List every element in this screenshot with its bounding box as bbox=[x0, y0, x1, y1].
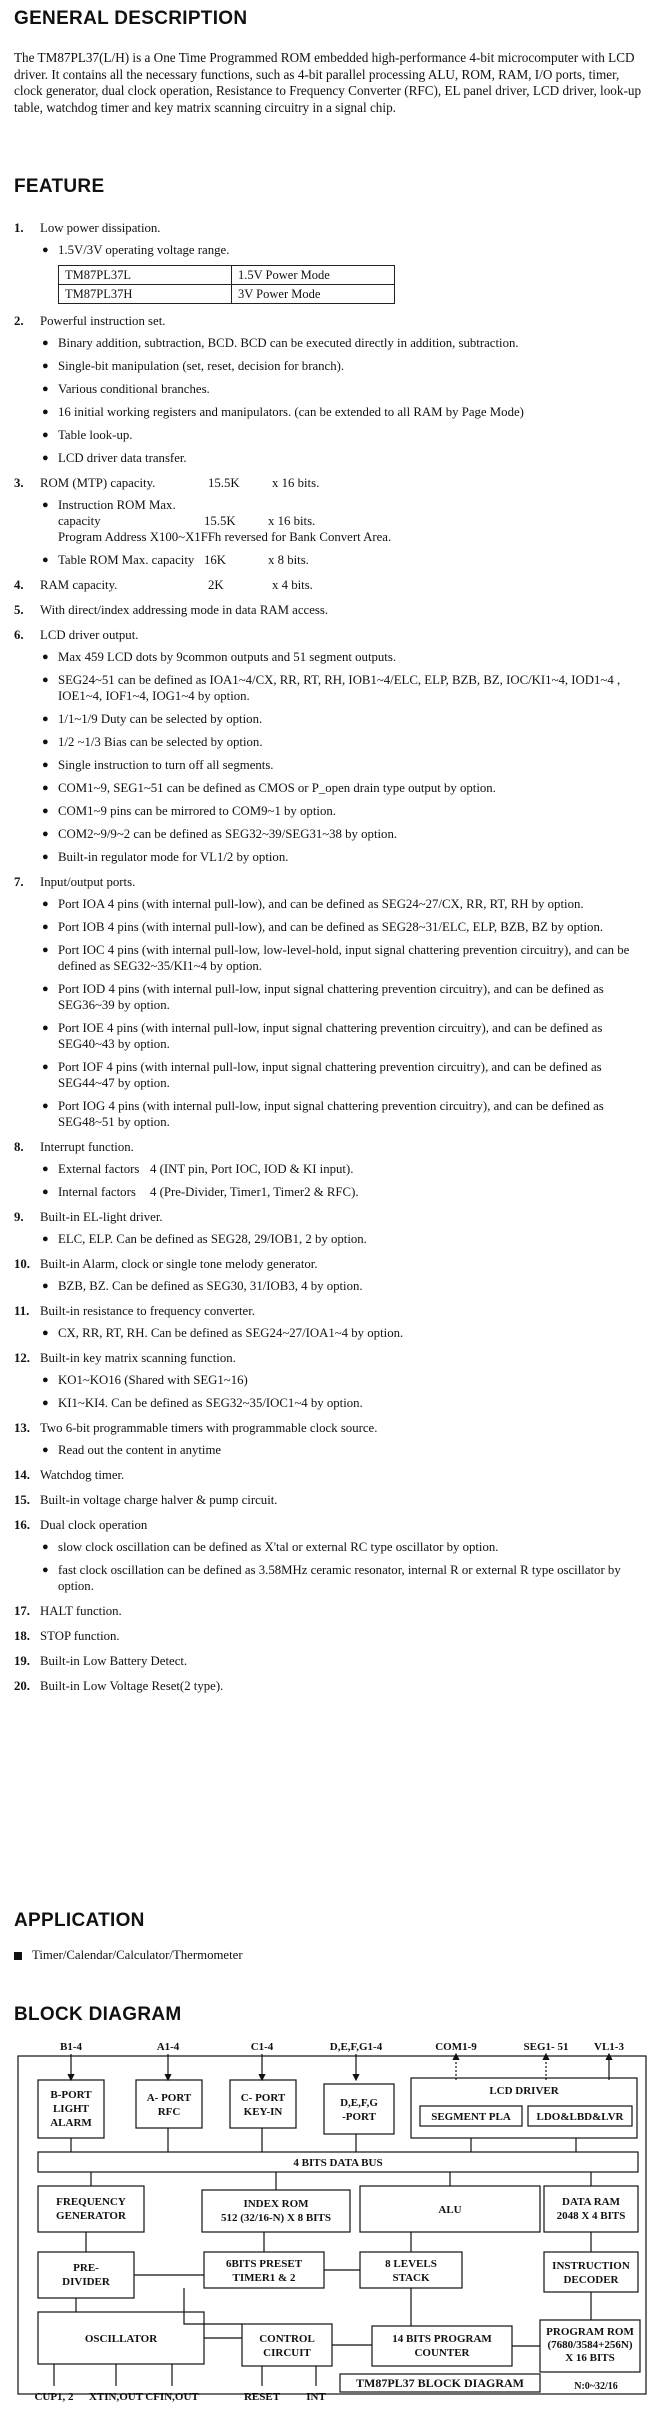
program-counter-block bbox=[372, 2326, 512, 2366]
feature-title: Built-in EL-light driver. bbox=[40, 1210, 163, 1224]
table-cell: 1.5V Power Mode bbox=[232, 266, 395, 285]
feature-number: 15. bbox=[14, 1493, 30, 1507]
program-rom-label: PROGRAM ROM bbox=[546, 2326, 634, 2338]
pin-label-c: C1-4 bbox=[250, 2041, 274, 2053]
bullet-item: ● KO1~KO16 (Shared with SEG1~16) bbox=[40, 1372, 644, 1388]
bullet-item: ● Read out the content in anytime bbox=[40, 1442, 644, 1458]
c-port-label: C- PORT bbox=[240, 2092, 286, 2104]
stack-label-2: STACK bbox=[392, 2272, 430, 2284]
program-rom-label-2: (7680/3584+256N) bbox=[547, 2339, 633, 2351]
instruction-decoder-label: INSTRUCTION bbox=[552, 2260, 630, 2272]
feature-capacity-row bbox=[40, 475, 644, 491]
table-cell: 3V Power Mode bbox=[232, 285, 395, 304]
feature-title: Input/output ports. bbox=[40, 875, 136, 889]
index-rom-label-2: 512 (32/16-N) X 8 BITS bbox=[220, 2212, 332, 2224]
bullet-item: ● Single-bit manipulation (set, reset, decision for branch). bbox=[40, 358, 644, 374]
a-port-block bbox=[136, 2080, 202, 2128]
block-diagram-heading: BLOCK DIAGRAM bbox=[14, 2004, 182, 2025]
bullet-item: ● ELC, ELP. Can be defined as SEG28, 29/IOB1, 2 by option. bbox=[40, 1231, 644, 1247]
bullet-item: ● Max 459 LCD dots by 9common outputs and 51 segment outputs. bbox=[40, 649, 644, 665]
feature-item bbox=[14, 1256, 644, 1294]
frequency-generator-block bbox=[38, 2186, 144, 2232]
feature-title: Watchdog timer. bbox=[40, 1468, 125, 1482]
pin-label-com: COM1-9 bbox=[435, 2041, 477, 2053]
bullet-item: ● Port IOA 4 pins (with internal pull-low), and can be defined as SEG24~27/CX, RR, RT, RH by option. bbox=[40, 896, 644, 912]
feature-title: Interrupt function. bbox=[40, 1140, 134, 1154]
bullet-item bbox=[40, 1161, 644, 1177]
feature-number: 9. bbox=[14, 1210, 24, 1224]
bullet-item: ● Various conditional branches. bbox=[40, 381, 644, 397]
bullet-item: ● Port IOB 4 pins (with internal pull-low), and can be defined as SEG28~31/ELC, ELP, BZB, BZ by option. bbox=[40, 919, 644, 935]
interrupt-sources: 4 (Pre-Divider, Timer1, Timer2 & RFC). bbox=[150, 1185, 359, 1199]
feature-title: HALT function. bbox=[40, 1604, 122, 1618]
capacity-cell: Table ROM Max. capacity bbox=[58, 553, 195, 567]
bullet-item: ● KI1~KI4. Can be defined as SEG32~35/IOC1~4 by option. bbox=[40, 1395, 644, 1411]
feature-item bbox=[14, 1628, 644, 1644]
pin-label-vl: VL1-3 bbox=[594, 2041, 624, 2053]
bullet-item: ● BZB, BZ. Can be defined as SEG30, 31/IOB3, 4 by option. bbox=[40, 1278, 644, 1294]
pin-label-defg: D,E,F,G1-4 bbox=[329, 2041, 383, 2053]
capacity-cell: x 8 bits. bbox=[268, 553, 309, 567]
feature-item bbox=[14, 1303, 644, 1341]
b-port-label: B-PORT bbox=[50, 2089, 92, 2101]
feature-item bbox=[14, 627, 644, 865]
diagram-title: TM87PL37 BLOCK DIAGRAM bbox=[356, 2376, 524, 2390]
feature-capacity-cell: ROM (MTP) capacity. bbox=[40, 476, 156, 490]
bullet-item: ● Port IOE 4 pins (with internal pull-low, input signal chattering prevention circuitry), and can be defined as SEG40~43 by option. bbox=[40, 1020, 644, 1052]
feature-title: Two 6-bit programmable timers with programmable clock source. bbox=[40, 1421, 378, 1435]
bullet-item: ● Port IOF 4 pins (with internal pull-low, input signal chattering prevention circuitry), and can be defined as SEG44~47 by option. bbox=[40, 1059, 644, 1091]
application-text: Timer/Calendar/Calculator/Thermometer bbox=[32, 1948, 243, 1962]
data-ram-label: DATA RAM bbox=[562, 2196, 620, 2208]
feature-capacity-cell: 15.5K bbox=[208, 476, 240, 490]
pin-label-seg: SEG1- 51 bbox=[523, 2041, 569, 2053]
capacity-cell: Instruction ROM Max. capacity bbox=[58, 498, 176, 528]
lcd-driver-label: LCD DRIVER bbox=[489, 2085, 559, 2097]
pin-label-b: B1-4 bbox=[60, 2041, 82, 2053]
feature-number: 5. bbox=[14, 603, 24, 617]
instruction-decoder-block bbox=[544, 2252, 638, 2292]
feature-item bbox=[14, 1653, 644, 1669]
feature-item bbox=[14, 577, 644, 593]
bullet-list bbox=[40, 1231, 644, 1247]
bullet-item: ● Built-in regulator mode for VL1/2 by option. bbox=[40, 849, 644, 865]
feature-item bbox=[14, 1678, 644, 1694]
program-rom-label-3: X 16 BITS bbox=[565, 2352, 615, 2364]
pin-label-xtin: XTIN,OUT bbox=[88, 2391, 144, 2403]
feature-title: Built-in Low Battery Detect. bbox=[40, 1654, 188, 1668]
frequency-generator-label-2: GENERATOR bbox=[56, 2210, 126, 2222]
block-diagram bbox=[16, 2040, 648, 2404]
capacity-note: Program Address X100~X1FFh reversed for Bank Convert Area. bbox=[58, 530, 392, 544]
feature-item bbox=[14, 1139, 644, 1200]
feature-title: With direct/index addressing mode in data RAM access. bbox=[40, 603, 329, 617]
index-rom-block bbox=[202, 2190, 350, 2232]
bullet-item: ● 1/1~1/9 Duty can be selected by option. bbox=[40, 711, 644, 727]
bullet-item: ● Port IOC 4 pins (with internal pull-low, low-level-hold, input signal chattering prevention circuitry), and can be defined as SEG32~35/KI1~4 by option. bbox=[40, 942, 644, 974]
feature-number: 11. bbox=[14, 1304, 30, 1318]
control-circuit-label: CONTROL bbox=[259, 2333, 315, 2345]
segment-pla-label: SEGMENT PLA bbox=[431, 2111, 511, 2123]
feature-number: 4. bbox=[14, 578, 24, 592]
feature-item bbox=[14, 1603, 644, 1619]
bullet-list bbox=[40, 1372, 644, 1411]
application-heading: APPLICATION bbox=[14, 1910, 145, 1931]
feature-number: 19. bbox=[14, 1654, 30, 1668]
feature-number: 1. bbox=[14, 221, 24, 235]
table-cell: TM87PL37H bbox=[59, 285, 232, 304]
table-row bbox=[59, 266, 395, 285]
feature-title: Dual clock operation bbox=[40, 1518, 148, 1532]
timer-label: 6BITS PRESET bbox=[225, 2258, 303, 2270]
bullet-item: ● Single instruction to turn off all segments. bbox=[40, 757, 644, 773]
pre-divider-block bbox=[38, 2252, 134, 2298]
bullet-item bbox=[40, 1184, 644, 1200]
pre-divider-label: PRE- bbox=[73, 2262, 99, 2274]
feature-item bbox=[14, 1467, 644, 1483]
pin-label-cup: CUP1, 2 bbox=[34, 2391, 74, 2403]
alu-label: ALU bbox=[438, 2204, 462, 2216]
c-port-label-2: KEY-IN bbox=[243, 2106, 283, 2118]
dport-label: D,E,F,G bbox=[340, 2097, 378, 2109]
program-counter-label-2: COUNTER bbox=[414, 2347, 470, 2359]
index-rom-label: INDEX ROM bbox=[243, 2198, 309, 2210]
bullet-list bbox=[40, 1325, 644, 1341]
feature-number: 17. bbox=[14, 1604, 30, 1618]
bullet-list bbox=[40, 649, 644, 865]
feature-number: 10. bbox=[14, 1257, 30, 1271]
bullet-item: ● Table look-up. bbox=[40, 427, 644, 443]
general-description-heading: GENERAL DESCRIPTION bbox=[14, 8, 248, 29]
power-mode-table bbox=[58, 265, 395, 304]
feature-capacity-cell: x 4 bits. bbox=[272, 578, 313, 592]
feature-capacity-cell: 2K bbox=[208, 578, 224, 592]
application-item bbox=[14, 1948, 243, 1963]
feature-title: STOP function. bbox=[40, 1629, 120, 1643]
feature-title: Built-in key matrix scanning function. bbox=[40, 1351, 236, 1365]
b-port-label-3: ALARM bbox=[50, 2117, 92, 2129]
feature-item bbox=[14, 475, 644, 568]
dport-block bbox=[324, 2084, 394, 2134]
block-diagram-svg bbox=[16, 2040, 648, 2404]
timer-label-2: TIMER1 & 2 bbox=[232, 2272, 296, 2284]
bullet-item bbox=[40, 497, 644, 545]
feature-title: Built-in resistance to frequency converter. bbox=[40, 1304, 255, 1318]
diagram-note: N:0~32/16 bbox=[574, 2381, 618, 2392]
pin-label-reset: RESET bbox=[243, 2391, 281, 2403]
feature-capacity-cell: RAM capacity. bbox=[40, 578, 118, 592]
feature-number: 2. bbox=[14, 314, 24, 328]
feature-item bbox=[14, 1350, 644, 1411]
feature-title: Low power dissipation. bbox=[40, 221, 161, 235]
bullet-list bbox=[40, 1278, 644, 1294]
bullet-item: ● 1/2 ~1/3 Bias can be selected by option. bbox=[40, 734, 644, 750]
bullet-item: ● Port IOD 4 pins (with internal pull-low, input signal chattering prevention circuitry), and can be defined as SEG36~39 by option. bbox=[40, 981, 644, 1013]
capacity-cell: 15.5K bbox=[204, 514, 236, 528]
bullet-item: ● CX, RR, RT, RH. Can be defined as SEG24~27/IOA1~4 by option. bbox=[40, 1325, 644, 1341]
bullet-list bbox=[40, 1161, 644, 1200]
dport-label-2: -PORT bbox=[342, 2111, 376, 2123]
capacity-cell: x 16 bits. bbox=[268, 514, 316, 528]
feature-item bbox=[14, 1517, 644, 1594]
data-ram-block bbox=[544, 2186, 638, 2232]
bullet-list bbox=[40, 335, 644, 466]
bullet-list bbox=[40, 1539, 644, 1594]
bullet-item: ● COM1~9 pins can be mirrored to COM9~1 by option. bbox=[40, 803, 644, 819]
bullet-list bbox=[40, 896, 644, 1130]
feature-capacity-cell: x 16 bits. bbox=[272, 476, 320, 490]
feature-heading: FEATURE bbox=[14, 176, 105, 197]
feature-number: 13. bbox=[14, 1421, 30, 1435]
control-circuit-label-2: CIRCUIT bbox=[263, 2347, 311, 2359]
bullet-item: ● COM2~9/9~2 can be defined as SEG32~39/SEG31~38 by option. bbox=[40, 826, 644, 842]
feature-number: 3. bbox=[14, 476, 24, 490]
a-port-label: A- PORT bbox=[146, 2092, 192, 2104]
data-ram-label-2: 2048 X 4 BITS bbox=[556, 2210, 626, 2222]
bullet-list bbox=[40, 497, 644, 568]
bullet-list bbox=[40, 242, 644, 258]
feature-title: Built-in voltage charge halver & pump circuit. bbox=[40, 1493, 278, 1507]
feature-item bbox=[14, 874, 644, 1130]
feature-item bbox=[14, 1420, 644, 1458]
interrupt-type: External factors bbox=[58, 1162, 140, 1176]
stack-label: 8 LEVELS bbox=[385, 2258, 437, 2270]
ldo-lbd-lvr-label: LDO&LBD&LVR bbox=[536, 2111, 624, 2123]
bullet-item: ● Binary addition, subtraction, BCD. BCD can be executed directly in addition, subtraction. bbox=[40, 335, 644, 351]
data-bus-label: 4 BITS DATA BUS bbox=[293, 2157, 383, 2169]
bullet-item: ● 1.5V/3V operating voltage range. bbox=[40, 242, 644, 258]
capacity-cell: 16K bbox=[204, 553, 227, 567]
feature-item bbox=[14, 1209, 644, 1247]
feature-list bbox=[14, 220, 644, 1703]
feature-number: 20. bbox=[14, 1679, 30, 1693]
feature-number: 12. bbox=[14, 1351, 30, 1365]
feature-title: Built-in Low Voltage Reset(2 type). bbox=[40, 1679, 224, 1693]
oscillator-label: OSCILLATOR bbox=[84, 2333, 158, 2345]
pin-label-int: INT bbox=[306, 2391, 326, 2403]
table-row bbox=[59, 285, 395, 304]
a-port-label-2: RFC bbox=[157, 2106, 181, 2118]
feature-number: 18. bbox=[14, 1629, 30, 1643]
table-cell: TM87PL37L bbox=[59, 266, 232, 285]
pin-label-cfin: CFIN,OUT bbox=[145, 2391, 199, 2403]
bullet-item: ● slow clock oscillation can be defined as X'tal or external RC type oscillator by option. bbox=[40, 1539, 644, 1555]
bullet-item bbox=[40, 552, 644, 568]
bullet-item: ● COM1~9, SEG1~51 can be defined as CMOS or P_open drain type output by option. bbox=[40, 780, 644, 796]
control-circuit-block bbox=[242, 2324, 332, 2366]
bullet-list bbox=[40, 1442, 644, 1458]
feature-item bbox=[14, 1492, 644, 1508]
feature-number: 16. bbox=[14, 1518, 30, 1532]
frequency-generator-label: FREQUENCY bbox=[56, 2196, 126, 2208]
bullet-item: ● LCD driver data transfer. bbox=[40, 450, 644, 466]
feature-title: LCD driver output. bbox=[40, 628, 139, 642]
c-port-block bbox=[230, 2080, 296, 2128]
bullet-item: ● 16 initial working registers and manipulators. (can be extended to all RAM by Page Mode) bbox=[40, 404, 644, 420]
instruction-decoder-label-2: DECODER bbox=[563, 2274, 619, 2286]
feature-capacity-row bbox=[40, 577, 644, 593]
feature-number: 8. bbox=[14, 1140, 24, 1154]
bullet-item: ● SEG24~51 can be defined as IOA1~4/CX, RR, RT, RH, IOB1~4/ELC, ELP, BZB, BZ, IOC/KI1~4, IOD1~4 , IOE1~4, IOF1~4, IOG1~4 by option. bbox=[40, 672, 644, 704]
feature-number: 6. bbox=[14, 628, 24, 642]
bullet-item: ● fast clock oscillation can be defined as 3.58MHz ceramic resonator, internal R or external R type oscillator by option. bbox=[40, 1562, 644, 1594]
b-port-label-2: LIGHT bbox=[52, 2103, 90, 2115]
program-counter-label: 14 BITS PROGRAM bbox=[392, 2333, 492, 2345]
pre-divider-label-2: DIVIDER bbox=[62, 2276, 110, 2288]
feature-item bbox=[14, 602, 644, 618]
feature-number: 7. bbox=[14, 875, 24, 889]
interrupt-sources: 4 (INT pin, Port IOC, IOD & KI input). bbox=[150, 1162, 354, 1176]
feature-item bbox=[14, 313, 644, 466]
feature-title: Powerful instruction set. bbox=[40, 314, 166, 328]
square-bullet-icon bbox=[14, 1952, 22, 1960]
general-description-text: The TM87PL37(L/H) is a One Time Programmed ROM embedded high-performance 4-bit microcomputer with LCD driver. It contains all the necessary functions, such as 4-bit parallel processing ALU, ROM, RAM, I/O ports, timer, clock generator, dual clock operation, Resistance to Frequency Converter (RFC), EL panel driver, LCD driver, look-up table, watchdog timer and key matrix scanning circuitry in a signal chip. bbox=[14, 50, 642, 115]
feature-title: Built-in Alarm, clock or single tone melody generator. bbox=[40, 1257, 318, 1271]
bullet-item: ● Port IOG 4 pins (with internal pull-low, input signal chattering prevention circuitry), and can be defined as SEG48~51 by option. bbox=[40, 1098, 644, 1130]
interrupt-type: Internal factors bbox=[58, 1185, 136, 1199]
pin-label-a: A1-4 bbox=[156, 2041, 180, 2053]
feature-number: 14. bbox=[14, 1468, 30, 1482]
feature-item bbox=[14, 220, 644, 304]
